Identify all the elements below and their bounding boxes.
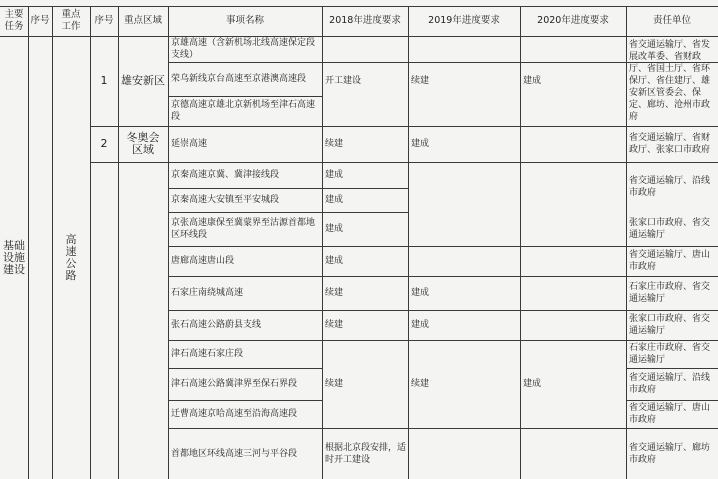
area-name-2: 冬奥会区域 bbox=[126, 131, 160, 156]
progress-2018: 建成 bbox=[325, 195, 344, 205]
key-work-cell: 高速公路 bbox=[65, 232, 77, 282]
responsible-units: 省交通运输厅、唐山市政府 bbox=[629, 403, 711, 425]
responsible-units: 省交通运输厅、廊坊市政府 bbox=[629, 442, 711, 465]
header-item-name: 事项名称 bbox=[225, 15, 264, 26]
main-task-cell: 基础设施建设 bbox=[3, 238, 25, 276]
progress-2018: 根据北京段安排，适时开工建设 bbox=[325, 442, 407, 465]
item-row: 京秦高速京冀、冀津接线段 bbox=[171, 170, 280, 180]
header-responsible: 责任单位 bbox=[652, 15, 691, 26]
progress-2018: 建成 bbox=[325, 224, 344, 234]
progress-2019: 建成 bbox=[411, 139, 430, 149]
area-seq-1: 1 bbox=[100, 74, 108, 87]
progress-2019: 建成 bbox=[411, 288, 430, 298]
progress-2019: 续建 bbox=[411, 76, 430, 86]
item-row: 石家庄南绕城高速 bbox=[171, 288, 244, 298]
progress-2020: 建成 bbox=[523, 379, 542, 389]
item-row: 迁曹高速京哈高速至沿海高速段 bbox=[171, 409, 298, 419]
progress-2018: 续建 bbox=[325, 139, 344, 149]
responsible-units: 张家口市政府、省交通运输厅 bbox=[629, 314, 711, 336]
responsible-units: 省交通运输厅、沿线市政府 bbox=[629, 373, 711, 395]
progress-2019: 建成 bbox=[411, 320, 430, 330]
progress-2019: 续建 bbox=[411, 379, 430, 389]
header-2018: 2018年进度要求 bbox=[329, 15, 401, 26]
item-row: 京张高速康保至冀蒙界至沽源首都地区环线段 bbox=[171, 218, 316, 240]
item-row: 首都地区环线高速三河与平谷段 bbox=[171, 448, 298, 459]
header-key-area: 重点区域 bbox=[123, 15, 162, 26]
item-row: 津石高速石家庄段 bbox=[171, 349, 244, 359]
progress-2018: 开工建设 bbox=[325, 76, 362, 86]
item-row: 荣乌新线京台高速至京港澳高速段 bbox=[171, 74, 307, 84]
progress-2018: 续建 bbox=[325, 288, 344, 298]
responsible-units: 省交通运输厅、省财政厅、张家口市政府 bbox=[629, 133, 711, 155]
header-seq2: 序号 bbox=[94, 15, 114, 26]
responsible-units: 石家庄市政府、省交通运输厅 bbox=[629, 282, 711, 304]
item-row: 延崇高速 bbox=[171, 139, 208, 149]
col-rule bbox=[28, 6, 29, 479]
header-seq1: 序号 bbox=[30, 15, 50, 26]
item-row: 唐廊高速唐山段 bbox=[171, 256, 235, 266]
item-row: 津石高速公路冀津界至保石界段 bbox=[171, 379, 298, 389]
progress-2018: 建成 bbox=[325, 170, 344, 180]
responsible-units: 张家口市政府、省交通运输厅 bbox=[629, 218, 711, 240]
item-row: 张石高速公路蔚县支线 bbox=[171, 320, 262, 330]
header-key-work: 重点工作 bbox=[61, 9, 81, 32]
progress-2018: 续建 bbox=[325, 379, 344, 389]
progress-2018: 续建 bbox=[325, 320, 344, 330]
item-row: 京雄高速（含新机场北线高速保定段支线） bbox=[171, 38, 316, 60]
responsible-units: 石家庄市政府、省交通运输厅 bbox=[629, 343, 711, 365]
item-row: 京德高速京雄北京新机场至津石高速段 bbox=[171, 100, 316, 122]
responsible-units: 省交通运输厅、唐山市政府 bbox=[629, 250, 711, 272]
area-name-1: 雄安新区 bbox=[121, 74, 165, 87]
area-seq-2: 2 bbox=[100, 137, 108, 150]
progress-2020: 建成 bbox=[523, 76, 542, 86]
progress-2018: 建成 bbox=[325, 256, 344, 266]
item-row: 京秦高速大安镇至平安城段 bbox=[171, 195, 280, 205]
header-2020: 2020年进度要求 bbox=[537, 15, 609, 26]
responsible-units: 省交通运输厅、沿线市政府 bbox=[629, 176, 711, 198]
header-main-task: 主要任务 bbox=[4, 9, 24, 32]
header-2019: 2019年进度要求 bbox=[428, 15, 500, 26]
responsible-units: 省交通运输厅、省发展改革委、省财政厅、省国土厅、省环保厅、省住建厅、雄安新区管委会、保定、廊坊、沧州市政府 bbox=[629, 40, 711, 122]
